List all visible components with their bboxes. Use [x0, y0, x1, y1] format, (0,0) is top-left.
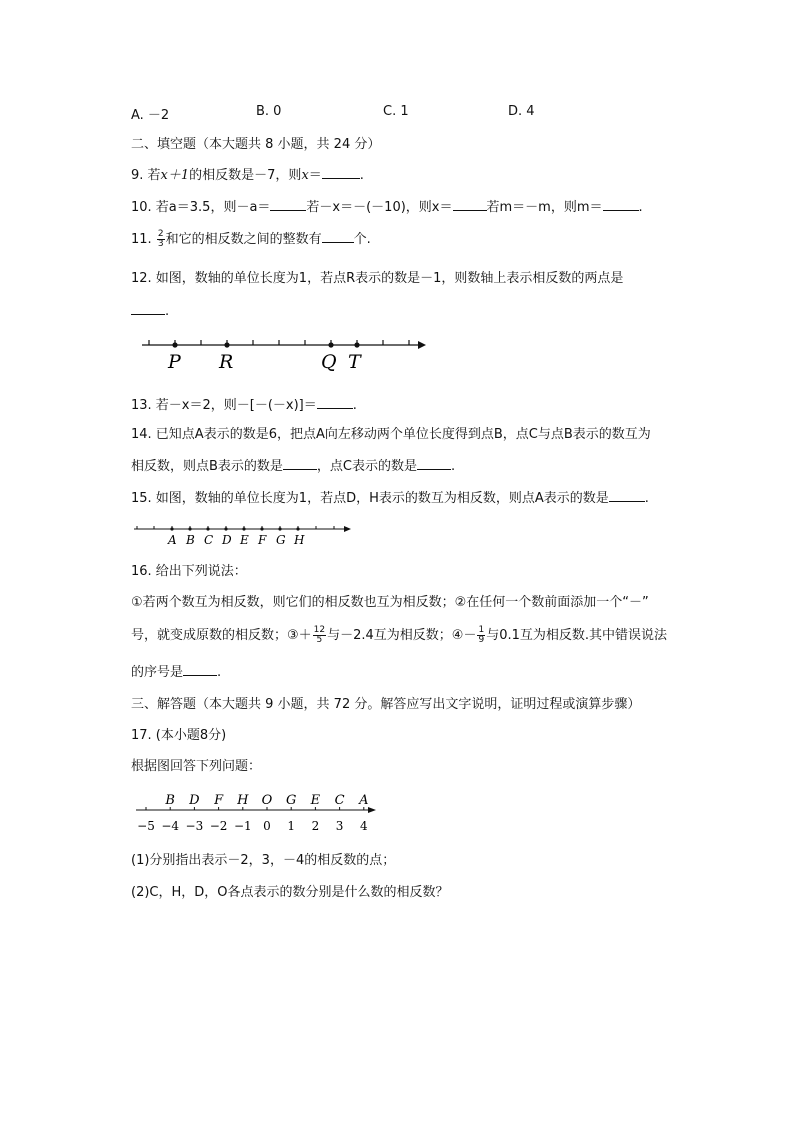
q14-part-b: ，点C表示的数是: [316, 459, 417, 474]
q9-answer-blank[interactable]: [322, 166, 360, 179]
q16-frac1-den: 5: [316, 635, 323, 645]
q15-text: 15. 如图，数轴的单位长度为1，若点D，H表示的数互为相反数，则点A表示的数是: [131, 491, 609, 506]
q12-end: .: [165, 304, 170, 319]
number-line-3-letters: [164, 793, 368, 808]
point-r: [224, 342, 229, 347]
q14-blank-2[interactable]: [417, 457, 451, 470]
number-line-3-letter-d: D: [189, 793, 200, 808]
number-line-3-letter-f: F: [214, 793, 224, 808]
q12-answer-blank[interactable]: [131, 302, 165, 315]
number-line-2-label-c: C: [204, 533, 214, 547]
number-line-3-number: −2: [209, 819, 228, 833]
option-d: D. 4: [508, 104, 535, 119]
question-11: [131, 230, 371, 249]
number-line-1-arrow: [418, 341, 426, 349]
q16-frac2-num: 1: [478, 625, 485, 635]
number-line-3: [132, 792, 387, 836]
number-line-2-point-f: [260, 527, 263, 530]
q9-eq: ＝: [308, 168, 322, 183]
number-line-3-number: −3: [185, 819, 204, 833]
q10-blank-1[interactable]: [270, 198, 306, 211]
q9-prefix: 9. 若: [131, 168, 161, 183]
question-12-answer: [131, 302, 169, 321]
number-line-3-numbers: [137, 819, 368, 833]
section-2-heading: 二、填空题（本大题共 8 小题，共 24 分）: [131, 137, 381, 152]
q16-l2-part-c: 与0.1互为相反数.其中错误说法: [486, 628, 667, 643]
q16-l3-text: 的序号是: [131, 665, 184, 680]
question-17-intro: 根据图回答下列问题：: [131, 759, 262, 774]
question-16-line-1: ①若两个数互为相反数，则它们的相反数也互为相反数；②在任何一个数前面添加一个“－”: [131, 595, 649, 610]
number-line-2-point-c: [206, 527, 209, 530]
number-line-2-point-e: [242, 527, 245, 530]
number-line-3-letter-b: B: [165, 793, 175, 808]
question-12: 12. 如图，数轴的单位长度为1，若点R表示的数是－1，则数轴上表示相反数的两点是: [131, 271, 624, 286]
q11-prefix: 11.: [131, 232, 152, 247]
q13-end: .: [352, 398, 357, 413]
number-line-3-letter-a: A: [359, 793, 369, 808]
question-16-title: 16. 给出下列说法：: [131, 564, 247, 579]
question-17-title: 17. (本小题8分): [131, 728, 227, 743]
number-line-2-point-a: [170, 527, 173, 530]
number-line-3-letter-g: G: [286, 793, 297, 808]
q16-fraction-2: [477, 626, 485, 645]
q10-part1: 10. 若a＝3.5，则－a＝: [131, 200, 271, 215]
number-line-3-arrow: [368, 807, 376, 813]
point-q: [328, 342, 333, 347]
question-13: [131, 396, 357, 415]
q10-end: .: [638, 200, 643, 215]
q16-end: .: [217, 665, 222, 680]
number-line-3-number: −4: [161, 819, 180, 833]
q11-fraction: [157, 230, 165, 249]
q10-blank-3[interactable]: [603, 198, 639, 211]
question-14-line-2: [131, 457, 455, 476]
number-line-2-label-h: H: [294, 533, 305, 547]
question-14-line-1: 14. 已知点A表示的数是6，把点A向左移动两个单位长度得到点B，点C与点B表示的数互为: [131, 427, 651, 442]
number-line-1-ticks: [149, 340, 409, 345]
question-9: [131, 166, 364, 185]
number-line-3-number: 4: [359, 819, 368, 833]
q11-end: 个.: [353, 232, 371, 247]
number-line-2-point-b: [188, 527, 191, 530]
q16-frac2-den: 9: [478, 635, 485, 645]
number-line-2-labels: [167, 527, 305, 547]
option-c: C. 1: [383, 104, 409, 119]
q15-answer-blank[interactable]: [609, 489, 645, 502]
number-line-2-label-e: E: [240, 533, 249, 547]
point-t: [354, 342, 359, 347]
number-line-3-number: −5: [137, 819, 155, 833]
q11-frac-num: 2: [157, 229, 164, 239]
question-10: [131, 198, 643, 217]
q9-expr: x＋1: [160, 168, 190, 183]
question-17-part-2: (2)C，H，D，O各点表示的数分别是什么数的相反数？: [131, 885, 449, 900]
q11-frac-den: 3: [157, 239, 164, 249]
label-p: P: [168, 351, 181, 373]
q9-var: x: [301, 168, 309, 183]
number-line-3-number: 2: [311, 819, 320, 833]
q14-end: .: [451, 459, 456, 474]
number-line-3-number: −1: [233, 819, 252, 833]
number-line-3-letter-h: H: [237, 793, 249, 808]
q16-answer-blank[interactable]: [183, 663, 217, 676]
question-17-part-1: (1)分别指出表示－2，3，－4的相反数的点；: [131, 853, 396, 868]
number-line-1: [136, 334, 436, 374]
question-16-line-3: [131, 663, 221, 682]
number-line-2-arrow: [344, 526, 351, 532]
number-line-2-point-d: [224, 527, 227, 530]
q16-l2-part-a: 号，就变成原数的相反数；③＋: [131, 628, 312, 643]
q16-frac1-num: 12: [313, 625, 326, 635]
number-line-2-label-f: F: [258, 533, 267, 547]
q10-part3: 若m＝－m，则m＝: [486, 200, 603, 215]
question-16-line-2: [131, 626, 667, 645]
q9-mid: 的相反数是－7，则: [189, 168, 302, 183]
number-line-2-label-g: G: [276, 533, 286, 547]
option-b: B. 0: [256, 104, 282, 119]
q14-blank-1[interactable]: [283, 457, 317, 470]
q11-text: 和它的相反数之间的整数有: [165, 232, 322, 247]
number-line-3-letter-e: E: [310, 793, 321, 808]
q10-part2: 若－x＝－(－10)，则x＝: [306, 200, 453, 215]
number-line-3-number: 0: [263, 819, 271, 833]
point-p: [172, 342, 177, 347]
number-line-3-number: 1: [287, 819, 296, 833]
label-q: Q: [321, 351, 337, 373]
q9-end: .: [359, 168, 364, 183]
q13-text: 13. 若－x＝2，则－[－(－x)]＝: [131, 398, 317, 413]
q15-end: .: [644, 491, 649, 506]
number-line-3-number: 3: [335, 819, 344, 833]
q10-blank-2[interactable]: [453, 198, 487, 211]
option-a: A. －2: [131, 108, 170, 123]
number-line-2-label-a: A: [168, 533, 177, 547]
q16-fraction-1: [313, 626, 326, 645]
q13-answer-blank[interactable]: [317, 396, 353, 409]
number-line-3-letter-o: O: [261, 793, 273, 808]
section-3-heading: 三、解答题（本大题共 9 小题，共 72 分。解答应写出文字说明，证明过程或演算步骤）: [131, 697, 641, 712]
label-r: R: [219, 351, 234, 373]
number-line-2-point-h: [296, 527, 299, 530]
q16-l2-part-b: 与－2.4互为相反数；④－: [327, 628, 477, 643]
number-line-2-label-d: D: [222, 533, 232, 547]
question-15: [131, 489, 649, 508]
q11-answer-blank[interactable]: [322, 230, 354, 243]
q14-part-a: 相反数，则点B表示的数是: [131, 459, 283, 474]
number-line-2: [132, 520, 357, 548]
number-line-2-point-g: [278, 527, 281, 530]
label-t: T: [348, 351, 361, 373]
number-line-2-label-b: B: [186, 533, 195, 547]
number-line-3-letter-c: C: [334, 793, 345, 808]
